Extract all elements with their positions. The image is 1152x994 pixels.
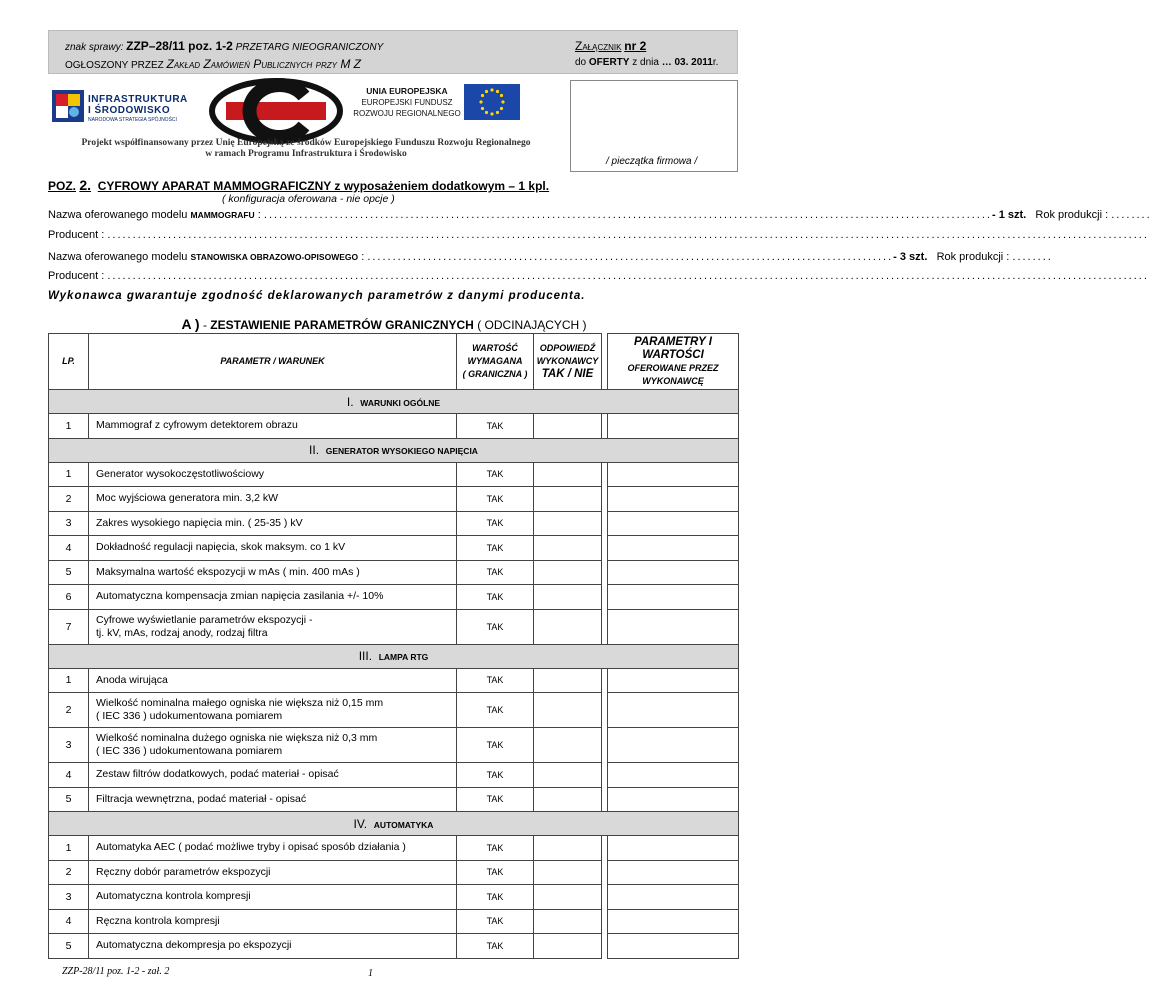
table-row (49, 728, 739, 763)
model1-kind: MAMMOGRAFU (190, 210, 255, 220)
section-heading (49, 644, 739, 668)
parameter-text-line2: ( IEC 336 ) udokumentowana pomiarem (96, 745, 283, 757)
model2-year-label: Rok produkcji : (936, 251, 1010, 263)
response-cell[interactable] (534, 860, 602, 885)
parameter-text: Anoda wirująca (96, 673, 168, 686)
annex-number: nr 2 (624, 39, 647, 53)
position-title (48, 177, 549, 193)
model2-quantity: - 3 szt. (893, 251, 928, 263)
table-row (49, 885, 739, 910)
section-row (49, 812, 739, 836)
annex-label: Załącznik (575, 39, 622, 53)
row-parameter (89, 934, 457, 959)
response-cell[interactable] (534, 462, 602, 487)
offered-value-cell[interactable] (608, 585, 739, 610)
c-emblem-logo (206, 78, 346, 144)
offered-value-cell[interactable] (608, 860, 739, 885)
model1-label: Nazwa oferowanego modelu (48, 209, 188, 221)
response-cell[interactable] (534, 728, 602, 763)
producer2-line (48, 270, 1149, 282)
company-stamp-label: / pieczątka firmowa / (606, 156, 698, 167)
model1-quantity: - 1 szt. (991, 209, 1027, 221)
row-required: TAK (457, 609, 534, 644)
response-cell[interactable] (534, 511, 602, 536)
date-prefix: z dnia (632, 57, 659, 68)
row-parameter (89, 860, 457, 885)
offered-value-cell[interactable] (608, 414, 739, 439)
parameter-text-line2: ( IEC 336 ) udokumentowana pomiarem (96, 710, 283, 722)
response-cell[interactable] (534, 934, 602, 959)
row-required: TAK (457, 668, 534, 693)
model2-line (48, 251, 1053, 263)
row-lp: 6 (49, 585, 89, 610)
row-parameter (89, 560, 457, 585)
response-cell[interactable] (534, 668, 602, 693)
header-off-line2: OFEROWANE PRZEZ (627, 362, 719, 373)
parameter-text: Moc wyjściowa generatora min. 3,2 kW (96, 492, 279, 505)
parameters-table (48, 333, 739, 959)
offered-value-cell[interactable] (608, 609, 739, 644)
row-lp: 2 (49, 860, 89, 885)
row-lp: 3 (49, 728, 89, 763)
header-lp: LP. (49, 334, 89, 390)
model1-year-fill[interactable]: ........ (1111, 209, 1152, 221)
offered-value-cell[interactable] (608, 668, 739, 693)
table-row (49, 763, 739, 788)
section-roman: II. (309, 443, 320, 457)
table-row (49, 934, 739, 959)
nss-emblem-icon (52, 90, 84, 122)
model2-label: Nazwa oferowanego modelu (48, 251, 188, 263)
parameter-text: Wielkość nominalna małego ogniska nie większa niż 0,15 mm (96, 697, 384, 709)
row-parameter (89, 693, 457, 728)
page-number: 1 (368, 968, 373, 979)
response-cell[interactable] (534, 487, 602, 512)
row-required: TAK (457, 763, 534, 788)
header-req-line1: WARTOŚĆ (472, 343, 518, 353)
row-required: TAK (457, 934, 534, 959)
offered-value-cell[interactable] (608, 728, 739, 763)
offer-prefix: do (575, 57, 587, 68)
parameters-section-title (0, 316, 768, 332)
response-cell[interactable] (534, 763, 602, 788)
table-row (49, 860, 739, 885)
row-required: TAK (457, 414, 534, 439)
parameter-text: Wielkość nominalna dużego ogniska nie większa niż 0,3 mm (96, 732, 378, 744)
row-parameter (89, 609, 457, 644)
manufacturer-guarantee-note: Wykonawca gwarantuje zgodność deklarowanych parametrów z danymi producenta. (48, 290, 586, 302)
section-name: LAMPA RTG (378, 652, 429, 662)
eu-line1: UNIA EUROPEJSKA (366, 86, 448, 96)
row-parameter (89, 585, 457, 610)
document-header-bar (48, 30, 738, 74)
offered-value-cell[interactable] (608, 487, 739, 512)
row-required: TAK (457, 462, 534, 487)
model1-year-label: Rok produkcji : (1035, 209, 1109, 221)
table-row (49, 487, 739, 512)
row-parameter (89, 511, 457, 536)
header-resp-line1: ODPOWIEDŹ (539, 343, 596, 353)
row-required: TAK (457, 585, 534, 610)
footer-reference: ZZP-28/11 poz. 1-2 - zał. 2 (62, 966, 170, 977)
section-title-text: ZESTAWIENIE PARAMETRÓW GRANICZNYCH (210, 318, 474, 332)
offered-value-cell[interactable] (608, 787, 739, 812)
offer-date-line (575, 57, 718, 68)
row-lp: 5 (49, 787, 89, 812)
model2-fill-line[interactable]: ........................................................................................................ (367, 251, 894, 263)
row-parameter (89, 462, 457, 487)
announced-by-label: OGŁOSZONY PRZEZ (65, 60, 164, 71)
row-lp: 4 (49, 536, 89, 561)
parameter-text: Filtracja wewnętrzna, podać materiał - opisać (96, 792, 307, 805)
header-req-line2: WYMAGANA (467, 356, 523, 366)
model1-colon: : (257, 209, 261, 221)
table-row (49, 414, 739, 439)
section-name: WARUNKI OGÓLNE (360, 397, 441, 408)
eu-line3: ROZWOJU REGIONALNEGO (353, 109, 461, 118)
infra-logo-line3: NARODOWA STRATEGIA SPÓJNOŚCI (88, 117, 177, 123)
parameter-text-line2: tj. kV, mAs, rodzaj anody, rodzaj filtra (96, 626, 268, 639)
response-cell[interactable] (534, 885, 602, 910)
annex-line (575, 39, 646, 53)
configuration-note: ( konfiguracja oferowana - nie opcje ) (222, 193, 395, 205)
row-lp: 1 (49, 414, 89, 439)
offered-value-cell[interactable] (608, 536, 739, 561)
offered-value-cell[interactable] (608, 885, 739, 910)
parameter-text: Automatyczna dekompresja po ekspozycji (96, 939, 292, 952)
parameter-text: Dokładność regulacji napięcia, skok maksym. co 1 kV (96, 541, 346, 554)
row-required: TAK (457, 909, 534, 934)
row-parameter (89, 728, 457, 763)
position-device-title: CYFROWY APARAT MAMMOGRAFICZNY z wyposażeniem dodatkowym – 1 kpl. (97, 179, 550, 193)
institution-name: Zakład Zamówień Publicznych przy M Z (166, 57, 361, 71)
row-required: TAK (457, 787, 534, 812)
parameter-text: Automatyka AEC ( podać możliwe tryby i opisać sposób działania ) (96, 841, 406, 854)
eu-flag-icon (464, 84, 520, 120)
table-row (49, 462, 739, 487)
position-number: 2. (79, 177, 92, 193)
row-required: TAK (457, 728, 534, 763)
header-contractor-response (534, 334, 602, 390)
parameter-text: Automatyczna kompensacja zmian napięcia zasilania +/- 10% (96, 590, 384, 603)
row-parameter (89, 885, 457, 910)
header-parameter (89, 334, 457, 390)
row-lp: 5 (49, 560, 89, 585)
case-prefix: znak sprawy: (65, 42, 124, 53)
parameter-text: Automatyczna kontrola kompresji (96, 890, 251, 903)
table-row (49, 609, 739, 644)
response-cell[interactable] (534, 909, 602, 934)
model2-colon: : (361, 251, 365, 263)
header-offered-parameters (608, 334, 739, 390)
table-row (49, 511, 739, 536)
response-cell[interactable] (534, 609, 602, 644)
header-req-line3: ( GRANICZNA ) (462, 369, 528, 379)
row-parameter (89, 836, 457, 861)
row-lp: 1 (49, 462, 89, 487)
response-cell[interactable] (534, 560, 602, 585)
offered-value-cell[interactable] (608, 934, 739, 959)
row-parameter (89, 668, 457, 693)
parameter-text: Maksymalna wartość ekspozycji w mAs ( min. 400 mAs ) (96, 565, 360, 578)
model1-fill-line[interactable]: ................................................................................................................................................ (263, 209, 992, 221)
project-line2: w ramach Programu Infrastruktura i Środowisko (205, 149, 407, 159)
header-parameter-text: PARAMETR / WARUNEK (220, 356, 325, 366)
row-parameter (89, 909, 457, 934)
row-parameter (89, 487, 457, 512)
row-lp: 7 (49, 609, 89, 644)
table-row (49, 585, 739, 610)
parameter-text: Ręczny dobór parametrów ekspozycji (96, 865, 271, 878)
producer2-label: Producent : (48, 270, 105, 282)
model2-kind: STANOWISKA OBRAZOWO-OPISOWEGO (190, 252, 359, 262)
row-lp: 3 (49, 511, 89, 536)
row-lp: 5 (49, 934, 89, 959)
project-cofinancing-text (46, 138, 566, 160)
section-row (49, 390, 739, 414)
row-lp: 1 (49, 668, 89, 693)
producer1-line (48, 229, 1149, 241)
header-off-line1: PARAMETRY I WARTOŚCI (634, 335, 712, 361)
row-lp: 2 (49, 693, 89, 728)
response-cell[interactable] (534, 414, 602, 439)
parameter-text: Zestaw filtrów dodatkowych, podać materiał - opisać (96, 768, 339, 781)
position-label: POZ. (48, 179, 77, 193)
infra-logo-line1: INFRASTRUKTURA (88, 94, 188, 105)
section-roman: I. (346, 394, 354, 409)
offer-date: … 03. 2011 (661, 57, 713, 68)
response-cell[interactable] (534, 536, 602, 561)
table-row (49, 560, 739, 585)
header-resp-line2: WYKONAWCY (536, 356, 599, 366)
offered-value-cell[interactable] (608, 909, 739, 934)
row-required: TAK (457, 536, 534, 561)
header-resp-line3: TAK / NIE (541, 368, 594, 380)
eu-line2: EUROPEJSKI FUNDUSZ (361, 98, 453, 107)
row-parameter (89, 536, 457, 561)
section-subtitle: ( ODCINAJĄCYCH ) (477, 318, 587, 332)
section-roman: IV. (353, 816, 368, 831)
row-required: TAK (457, 885, 534, 910)
parameter-text: Cyfrowe wyświetlanie parametrów ekspozycji - (96, 613, 313, 626)
producer1-label: Producent : (48, 229, 105, 241)
section-roman: III. (358, 649, 373, 663)
section-row (49, 644, 739, 668)
table-row (49, 668, 739, 693)
project-line1: Projekt współfinansowany przez Unię Europejską ze środków Europejskiego Funduszu Rozwoju Regionalnego (81, 138, 531, 148)
model1-line (48, 209, 1152, 221)
section-name: GENERATOR WYSOKIEGO NAPIĘCIA (325, 446, 478, 456)
row-lp: 3 (49, 885, 89, 910)
section-heading (49, 812, 739, 836)
section-heading (49, 438, 739, 462)
table-row (49, 693, 739, 728)
producer1-fill-line[interactable]: .............................................................................................................................................................................................................. (107, 229, 1149, 241)
table-header-row (49, 334, 739, 390)
row-required: TAK (457, 836, 534, 861)
section-letter: A ) (181, 316, 200, 332)
announced-by-line (65, 57, 361, 71)
offered-value-cell[interactable] (608, 560, 739, 585)
tender-type: PRZETARG NIEOGRANICZONY (235, 42, 384, 53)
response-cell[interactable] (534, 693, 602, 728)
date-suffix: r. (712, 57, 719, 68)
offered-value-cell[interactable] (608, 462, 739, 487)
offer-word: OFERTY (588, 57, 630, 68)
producer2-fill-line[interactable]: .............................................................................................................................................................................................................. (107, 270, 1149, 282)
table-row (49, 836, 739, 861)
section-dash: - (202, 318, 207, 332)
eu-fund-text (352, 86, 462, 119)
offered-value-cell[interactable] (608, 511, 739, 536)
row-required: TAK (457, 860, 534, 885)
row-lp: 4 (49, 909, 89, 934)
infrastruktura-logo (52, 86, 202, 132)
offered-value-cell[interactable] (608, 693, 739, 728)
header-off-line3: WYKONAWCĘ (642, 375, 704, 386)
case-number: ZZP–28/11 poz. 1-2 (126, 39, 233, 53)
row-lp: 2 (49, 487, 89, 512)
parameter-text: Zakres wysokiego napięcia min. ( 25-35 ) kV (96, 516, 303, 529)
row-parameter (89, 763, 457, 788)
offered-value-cell[interactable] (608, 836, 739, 861)
table-row (49, 536, 739, 561)
response-cell[interactable] (534, 585, 602, 610)
section-name: AUTOMATYKA (373, 819, 434, 830)
parameter-text: Ręczna kontrola kompresji (96, 914, 220, 927)
response-cell[interactable] (534, 787, 602, 812)
row-required: TAK (457, 487, 534, 512)
row-required: TAK (457, 693, 534, 728)
section-row (49, 438, 739, 462)
row-lp: 1 (49, 836, 89, 861)
case-number-line (65, 39, 383, 53)
offered-value-cell[interactable] (608, 763, 739, 788)
table-row (49, 909, 739, 934)
table-row (49, 787, 739, 812)
parameter-text: Mammograf z cyfrowym detektorem obrazu (96, 419, 298, 432)
infra-logo-line2: I ŚRODOWISKO (88, 105, 171, 116)
header-required-value (457, 334, 534, 390)
row-parameter (89, 414, 457, 439)
row-required: TAK (457, 511, 534, 536)
row-lp: 4 (49, 763, 89, 788)
model2-year-fill[interactable]: ........ (1012, 251, 1053, 263)
row-required: TAK (457, 560, 534, 585)
parameter-text: Generator wysokoczęstotliwościowy (96, 467, 265, 480)
response-cell[interactable] (534, 836, 602, 861)
row-parameter (89, 787, 457, 812)
section-heading (49, 390, 739, 414)
